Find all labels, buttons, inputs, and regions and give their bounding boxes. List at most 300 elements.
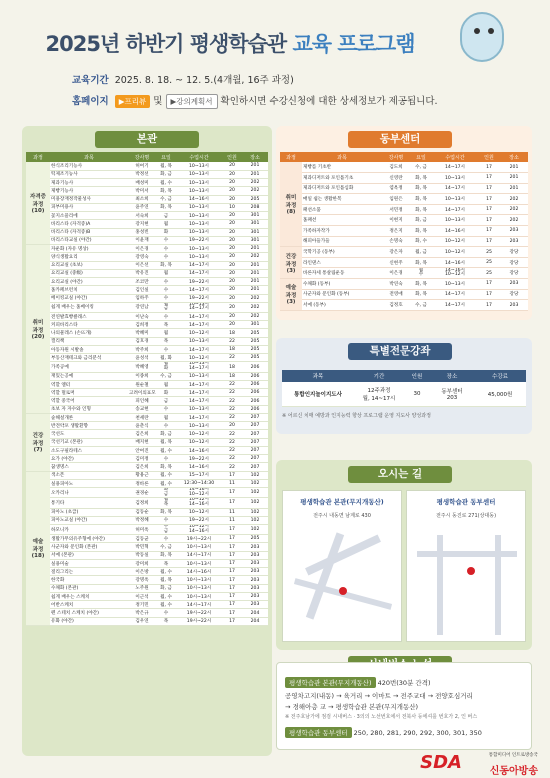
- table-row: [26, 568, 268, 576]
- table-cell: 역할 중국어: [50, 397, 128, 405]
- table-cell: 10~12시: [176, 430, 222, 438]
- table-cell: 10~13시 14~17시: [176, 362, 222, 372]
- table-cell: 202: [242, 253, 268, 261]
- table-cell: 화, 목: [410, 257, 432, 268]
- table-cell: 제빵기능사: [50, 187, 128, 195]
- table-cell: 월: [156, 329, 176, 337]
- table-cell: 202: [242, 187, 268, 195]
- map-main-building[interactable]: [282, 490, 402, 642]
- table-cell: 서민정: [382, 204, 410, 215]
- table-cell: 17: [478, 236, 500, 247]
- table-row: [280, 268, 528, 279]
- table-cell: 요가 (야간): [50, 455, 128, 463]
- table-cell: 208: [242, 203, 268, 211]
- table-cell: 10~13시: [176, 422, 222, 430]
- table-cell: 정바른: [128, 479, 156, 487]
- table-cell: 수: [156, 422, 176, 430]
- table-cell: 화, 금: [410, 215, 432, 226]
- bus-line-2: 평생학습관 동부센터 250, 280, 281, 290, 292, 300, 301, 350: [285, 727, 482, 738]
- table-cell: 20: [222, 321, 242, 329]
- table-cell: 한식조리기능사: [50, 162, 128, 170]
- table-row: [26, 286, 268, 294]
- table-cell: 화, 수: [410, 236, 432, 247]
- table-cell: 10~13시: [176, 253, 222, 261]
- table-cell: 20: [222, 422, 242, 430]
- main-schedule-table: [26, 152, 268, 626]
- table-row: [26, 559, 268, 567]
- table-cell: 패션소품: [302, 204, 382, 215]
- table-cell: 생활가무의유주형예 (야간): [50, 535, 128, 543]
- table-cell: 가족공예: [50, 362, 128, 372]
- table-cell: 207: [242, 413, 268, 421]
- table-row: [280, 194, 528, 205]
- table-cell: 17: [222, 488, 242, 498]
- table-header: 요일: [156, 152, 176, 162]
- table-cell: 206: [242, 372, 268, 380]
- table-cell: 하모니카: [50, 525, 128, 535]
- table-cell: 10~13시: [432, 194, 478, 205]
- table-cell: 206: [242, 380, 268, 388]
- table-cell: 201: [242, 245, 268, 253]
- table-cell: 조코만: [128, 278, 156, 286]
- table-cell: 월, 수: [156, 568, 176, 576]
- table-cell: 22: [222, 337, 242, 345]
- table-cell: 10~12시: [176, 354, 222, 362]
- table-cell: 201: [242, 278, 268, 286]
- table-cell: 202: [500, 194, 528, 205]
- table-cell: 월, 수: [156, 471, 176, 479]
- table-cell: 203: [242, 568, 268, 576]
- brand-sub: 통합미디어 인트로방송국: [488, 753, 538, 758]
- table-cell: 쉽게 배우는 홈베이킹: [50, 302, 128, 312]
- table-cell: 17: [222, 601, 242, 609]
- table-cell: 20: [222, 312, 242, 320]
- table-cell: 송교현: [128, 405, 156, 413]
- table-cell: 목: [156, 337, 176, 345]
- table-cell: 월, 수: [156, 592, 176, 600]
- table-cell: 14~16시: [432, 226, 478, 237]
- table-cell: 22: [222, 405, 242, 413]
- table-row: [26, 321, 268, 329]
- table-cell: 20: [222, 253, 242, 261]
- table-cell: 102: [242, 471, 268, 479]
- table-cell: 17: [222, 471, 242, 479]
- table-cell: 절리그리는: [50, 568, 128, 576]
- table-cell: 201: [242, 286, 268, 294]
- table-cell: 고려이의표모: [128, 389, 156, 397]
- table-header: 인원: [222, 152, 242, 162]
- table-cell: 꿈생명스: [50, 463, 128, 471]
- table-header: 장소: [430, 370, 474, 382]
- table-cell: 화, 목: [410, 226, 432, 237]
- table-cell: 이은경: [382, 268, 410, 279]
- table-cell: 14~16시: [176, 446, 222, 454]
- table-cell: 바리스타 (자격증)A: [50, 220, 128, 228]
- table-cell: 국선도: [50, 430, 128, 438]
- table-cell: 17: [478, 226, 500, 237]
- table-row: [26, 592, 268, 600]
- table-cell: 207: [242, 446, 268, 454]
- category-cell: 건강 과정 (3): [280, 247, 302, 279]
- table-row: [280, 257, 528, 268]
- table-cell: 20: [222, 294, 242, 302]
- table-cell: 17: [478, 300, 500, 311]
- table-cell: 17: [222, 551, 242, 559]
- table-header: 장소: [242, 152, 268, 162]
- table-cell: 사군자와 문인화 (본관): [50, 543, 128, 551]
- table-cell: 바른자세 통살림운동: [302, 268, 382, 279]
- table-cell: 30: [404, 382, 430, 406]
- table-cell: 매일 쉽는 생활한복: [302, 194, 382, 205]
- table-cell: 203: [500, 236, 528, 247]
- table-cell: 14~17시: [432, 204, 478, 215]
- table-cell: 허여기: [128, 162, 156, 170]
- table-cell: 14~17시: [176, 380, 222, 388]
- table-row: [26, 170, 268, 178]
- table-cell: 월, 목: [156, 438, 176, 446]
- table-cell: 19시~22시: [176, 609, 222, 617]
- table-cell: 월, 화: [156, 354, 176, 362]
- table-cell: 301: [242, 220, 268, 228]
- directions-title: 오시는 길: [348, 466, 452, 483]
- table-cell: 캘리책: [50, 337, 128, 345]
- table-cell: 강은자: [382, 247, 410, 258]
- table-cell: 강당: [500, 268, 528, 279]
- table-cell: 요리교실 (초보): [50, 261, 128, 269]
- table-cell: 205: [242, 535, 268, 543]
- table-cell: 20: [222, 269, 242, 277]
- table-cell: 20: [222, 278, 242, 286]
- table-header: 인원: [478, 152, 500, 162]
- table-cell: 박동실: [128, 551, 156, 559]
- table-cell: 제과기능사: [50, 179, 128, 187]
- table-cell: 월 화: [156, 362, 176, 372]
- table-cell: 207: [242, 455, 268, 463]
- table-row: [26, 535, 268, 543]
- table-row: [26, 498, 268, 508]
- table-cell: 화, 목: [156, 551, 176, 559]
- table-row: [26, 380, 268, 388]
- table-cell: 신영란: [382, 173, 410, 184]
- table-cell: 동부센터 203: [430, 382, 474, 406]
- brand-name: 신동아방송: [489, 766, 538, 777]
- table-cell: 가족하자작가: [302, 226, 382, 237]
- table-header: 과정: [280, 152, 302, 162]
- table-cell: 10~12시 14~16시: [176, 525, 222, 535]
- table-cell: 월: [156, 269, 176, 277]
- map-pin-icon: [467, 567, 475, 575]
- table-cell: 10~13시: [176, 162, 222, 170]
- table-cell: 수, 금: [410, 162, 432, 173]
- preview-chip[interactable]: ▶프리뷰: [115, 95, 151, 108]
- table-cell: 102: [242, 525, 268, 535]
- page-title: 2025년 하반기 평생학습관 교육 프로그램: [45, 32, 415, 56]
- table-cell: 10~13시: [176, 170, 222, 178]
- table-cell: 22: [222, 354, 242, 362]
- table-cell: 월: [156, 413, 176, 421]
- table-cell: 서예 (동부): [302, 300, 382, 311]
- table-cell: 자운화 (자유 명상): [50, 245, 128, 253]
- table-cell: 화, 금: [156, 584, 176, 592]
- table-row: [26, 354, 268, 362]
- table-row: [26, 609, 268, 617]
- table-cell: 201: [242, 170, 268, 178]
- table-cell: 45,000원: [474, 382, 526, 406]
- table-cell: 화, 금: [156, 170, 176, 178]
- table-cell: 서예 (본관): [50, 551, 128, 559]
- table-row: [280, 226, 528, 237]
- table-header: 기간: [354, 370, 404, 382]
- table-cell: 20: [222, 212, 242, 220]
- table-cell: 10~12시: [176, 329, 222, 337]
- table-cell: 19시~22시: [176, 617, 222, 625]
- syllabus-chip[interactable]: ▶강의계획서: [166, 94, 218, 109]
- table-cell: 이현지: [382, 215, 410, 226]
- table-cell: 301: [242, 212, 268, 220]
- table-cell: 수, 금: [156, 195, 176, 203]
- table-cell: 금: [156, 397, 176, 405]
- table-cell: 19~22시: [176, 516, 222, 524]
- table-cell: 실용피아노: [50, 479, 128, 487]
- table-row: [26, 463, 268, 471]
- table-cell: 양식생활요리: [50, 253, 128, 261]
- table-cell: 전영애: [382, 289, 410, 300]
- table-cell: 이종희: [128, 372, 156, 380]
- table-cell: 화, 목: [410, 183, 432, 194]
- table-cell: 강연남: [128, 302, 156, 312]
- table-cell: 205: [242, 329, 268, 337]
- table-cell: 20: [222, 162, 242, 170]
- table-cell: 수, 금: [156, 372, 176, 380]
- map-east-address: 전주시 동진로 271(상대동): [435, 513, 497, 519]
- table-header: 과목: [282, 370, 354, 382]
- table-cell: 화, 목: [410, 194, 432, 205]
- table-row: [26, 253, 268, 261]
- table-row: [26, 389, 268, 397]
- table-row: [26, 479, 268, 487]
- bus-note: ※ 전주호남가에 점검 시내버스 · 3의의 노선번호에서 전북사 등에셔를 번호가 2, 인 버스: [285, 714, 478, 720]
- table-cell: 25: [478, 257, 500, 268]
- table-cell: 수: [156, 455, 176, 463]
- table-header: 강사명: [128, 152, 156, 162]
- table-row: [26, 337, 268, 345]
- table-row: [26, 212, 268, 220]
- table-cell: 17: [222, 609, 242, 617]
- table-row: [26, 245, 268, 253]
- table-cell: 102: [242, 488, 268, 498]
- table-row: [26, 405, 268, 413]
- table-cell: 22: [222, 430, 242, 438]
- table-cell: 역할 멀로머: [50, 389, 128, 397]
- map-main-title: 평생학습관 본관(무지개동산): [300, 498, 384, 506]
- table-cell: 화, 금: [156, 430, 176, 438]
- table-cell: 10시~13시: [176, 592, 222, 600]
- table-cell: 박정선: [128, 170, 156, 178]
- table-cell: 제빵를 기초반: [302, 162, 382, 173]
- table-cell: 14~17시: [176, 345, 222, 353]
- table-cell: 피인혜: [128, 397, 156, 405]
- lecture-note: ※ 어르신 치매 예방과 인지능력 향상 프로그램 운영 지도사 양성과정: [282, 412, 431, 419]
- table-cell: 수: [156, 286, 176, 294]
- table-cell: 강명옥: [128, 576, 156, 584]
- table-cell: 손명숙: [382, 236, 410, 247]
- table-cell: 10시~13시: [176, 584, 222, 592]
- table-cell: 10~13시: [432, 279, 478, 290]
- table-cell: 이근석: [128, 592, 156, 600]
- table-cell: 펜 스테치 스케치 (야간): [50, 609, 128, 617]
- table-cell: 10~13시: [176, 203, 222, 211]
- table-cell: 화 금: [156, 488, 176, 498]
- table-cell: 203: [242, 543, 268, 551]
- table-cell: 박유진: [128, 269, 156, 277]
- table-row: [280, 215, 528, 226]
- table-cell: 정은지: [382, 226, 410, 237]
- table-cell: 14~16시: [176, 195, 222, 203]
- table-cell: 14~16시 10~12시: [432, 268, 478, 279]
- table-cell: 14~17시: [432, 300, 478, 311]
- table-cell: 제과디저트와 포인틀심화: [302, 183, 382, 194]
- table-cell: 요리교실 (중级): [50, 269, 128, 277]
- east-schedule-table: [280, 152, 528, 311]
- table-cell: 아동자원 시발솔: [50, 345, 128, 353]
- table-cell: 소도구필라테스: [50, 446, 128, 454]
- table-cell: 수: [156, 535, 176, 543]
- table-cell: 207: [242, 438, 268, 446]
- table-cell: 수채화 (본관): [50, 584, 128, 592]
- table-cell: 203: [242, 551, 268, 559]
- table-cell: 반견약포 생활환향: [50, 422, 128, 430]
- table-cell: 203: [500, 300, 528, 311]
- table-row: [26, 446, 268, 454]
- table-cell: 월, 수: [156, 601, 176, 609]
- table-cell: 20: [222, 236, 242, 244]
- table-cell: 허미옥: [128, 525, 156, 535]
- table-cell: 수: [156, 312, 176, 320]
- table-cell: 요리교실 (야간): [50, 278, 128, 286]
- table-cell: 오카리나: [50, 488, 128, 498]
- table-row: [26, 397, 268, 405]
- table-cell: 화, 목: [156, 463, 176, 471]
- table-header: 수강료: [474, 370, 526, 382]
- table-cell: 102: [242, 498, 268, 508]
- table-cell: 22: [222, 389, 242, 397]
- table-cell: 꽃지소믈리에: [50, 212, 128, 220]
- table-cell: 김우연: [128, 617, 156, 625]
- table-row: [26, 471, 268, 479]
- table-row: [26, 455, 268, 463]
- table-cell: 203: [242, 601, 268, 609]
- map-east-center[interactable]: [406, 490, 526, 642]
- table-cell: 김은희: [128, 430, 156, 438]
- table-cell: 18: [222, 362, 242, 372]
- table-cell: 205: [242, 195, 268, 203]
- table-cell: 20: [222, 220, 242, 228]
- table-cell: 202: [242, 294, 268, 302]
- table-cell: 17: [222, 525, 242, 535]
- table-cell: 25: [478, 268, 500, 279]
- table-row: [26, 269, 268, 277]
- table-cell: 김동순: [128, 508, 156, 516]
- table-cell: 10~13시: [176, 337, 222, 345]
- table-cell: 14~17시: [176, 321, 222, 329]
- table-cell: 10~13시 14~17시: [176, 302, 222, 312]
- table-cell: 202: [242, 179, 268, 187]
- table-cell: 206: [242, 397, 268, 405]
- period-info: [72, 72, 294, 86]
- table-cell: 20: [222, 286, 242, 294]
- map-main-address: 전주시 내동면 남계로 430: [313, 513, 371, 519]
- lecture-table: [282, 370, 526, 407]
- table-cell: 수: [156, 278, 176, 286]
- table-cell: 12주과정 월, 14~17시: [354, 382, 404, 406]
- table-cell: 17: [478, 215, 500, 226]
- table-cell: 201: [500, 162, 528, 173]
- table-cell: 바리스타 (자격증)B: [50, 228, 128, 236]
- table-cell: 피아노교실 (야간): [50, 516, 128, 524]
- table-row: [26, 203, 268, 211]
- table-cell: 화, 목: [156, 508, 176, 516]
- table-cell: 22: [222, 446, 242, 454]
- table-cell: 안여진: [128, 446, 156, 454]
- table-cell: 20: [222, 302, 242, 312]
- table-cell: 커피바리스타: [50, 321, 128, 329]
- table-header: 과정: [26, 152, 50, 162]
- table-header: 장소: [500, 152, 528, 162]
- table-row: [26, 329, 268, 337]
- table-cell: 17: [222, 592, 242, 600]
- table-cell: 화: [156, 228, 176, 236]
- table-cell: 301: [242, 236, 268, 244]
- table-cell: 20: [222, 261, 242, 269]
- table-cell: 이윤재: [128, 236, 156, 244]
- table-cell: 월: [156, 220, 176, 228]
- table-cell: 권경순: [128, 488, 156, 498]
- table-cell: 김정호: [382, 300, 410, 311]
- table-cell: 배성미: [128, 179, 156, 187]
- table-row: [26, 278, 268, 286]
- table-cell: 15~17시: [176, 471, 222, 479]
- table-cell: 월, 수: [156, 446, 176, 454]
- table-row: [26, 187, 268, 195]
- table-row: [26, 617, 268, 625]
- table-cell: 204: [242, 609, 268, 617]
- table-cell: 10~13시: [176, 405, 222, 413]
- period-label: 교육기간: [72, 75, 109, 86]
- table-cell: 14~17시: [176, 286, 222, 294]
- table-cell: 22: [222, 438, 242, 446]
- table-cell: 금: [156, 212, 176, 220]
- table-cell: 201: [242, 269, 268, 277]
- table-cell: 수: [156, 516, 176, 524]
- table-cell: 20: [222, 245, 242, 253]
- table-cell: 14~17시: [432, 183, 478, 194]
- table-cell: 17: [222, 576, 242, 584]
- table-cell: 22: [222, 463, 242, 471]
- table-cell: 11: [222, 479, 242, 487]
- table-cell: 202: [242, 302, 268, 312]
- table-cell: 수: [156, 236, 176, 244]
- table-cell: 203: [242, 559, 268, 567]
- table-cell: 화, 목: [410, 279, 432, 290]
- table-cell: 17: [478, 204, 500, 215]
- table-cell: 17: [478, 279, 500, 290]
- table-cell: 강당: [500, 257, 528, 268]
- table-cell: 박혜미: [128, 329, 156, 337]
- table-cell: 18: [222, 329, 242, 337]
- table-cell: 김동균: [128, 535, 156, 543]
- table-cell: 통합인지놀이지도사: [282, 382, 354, 406]
- table-cell: 102: [242, 508, 268, 516]
